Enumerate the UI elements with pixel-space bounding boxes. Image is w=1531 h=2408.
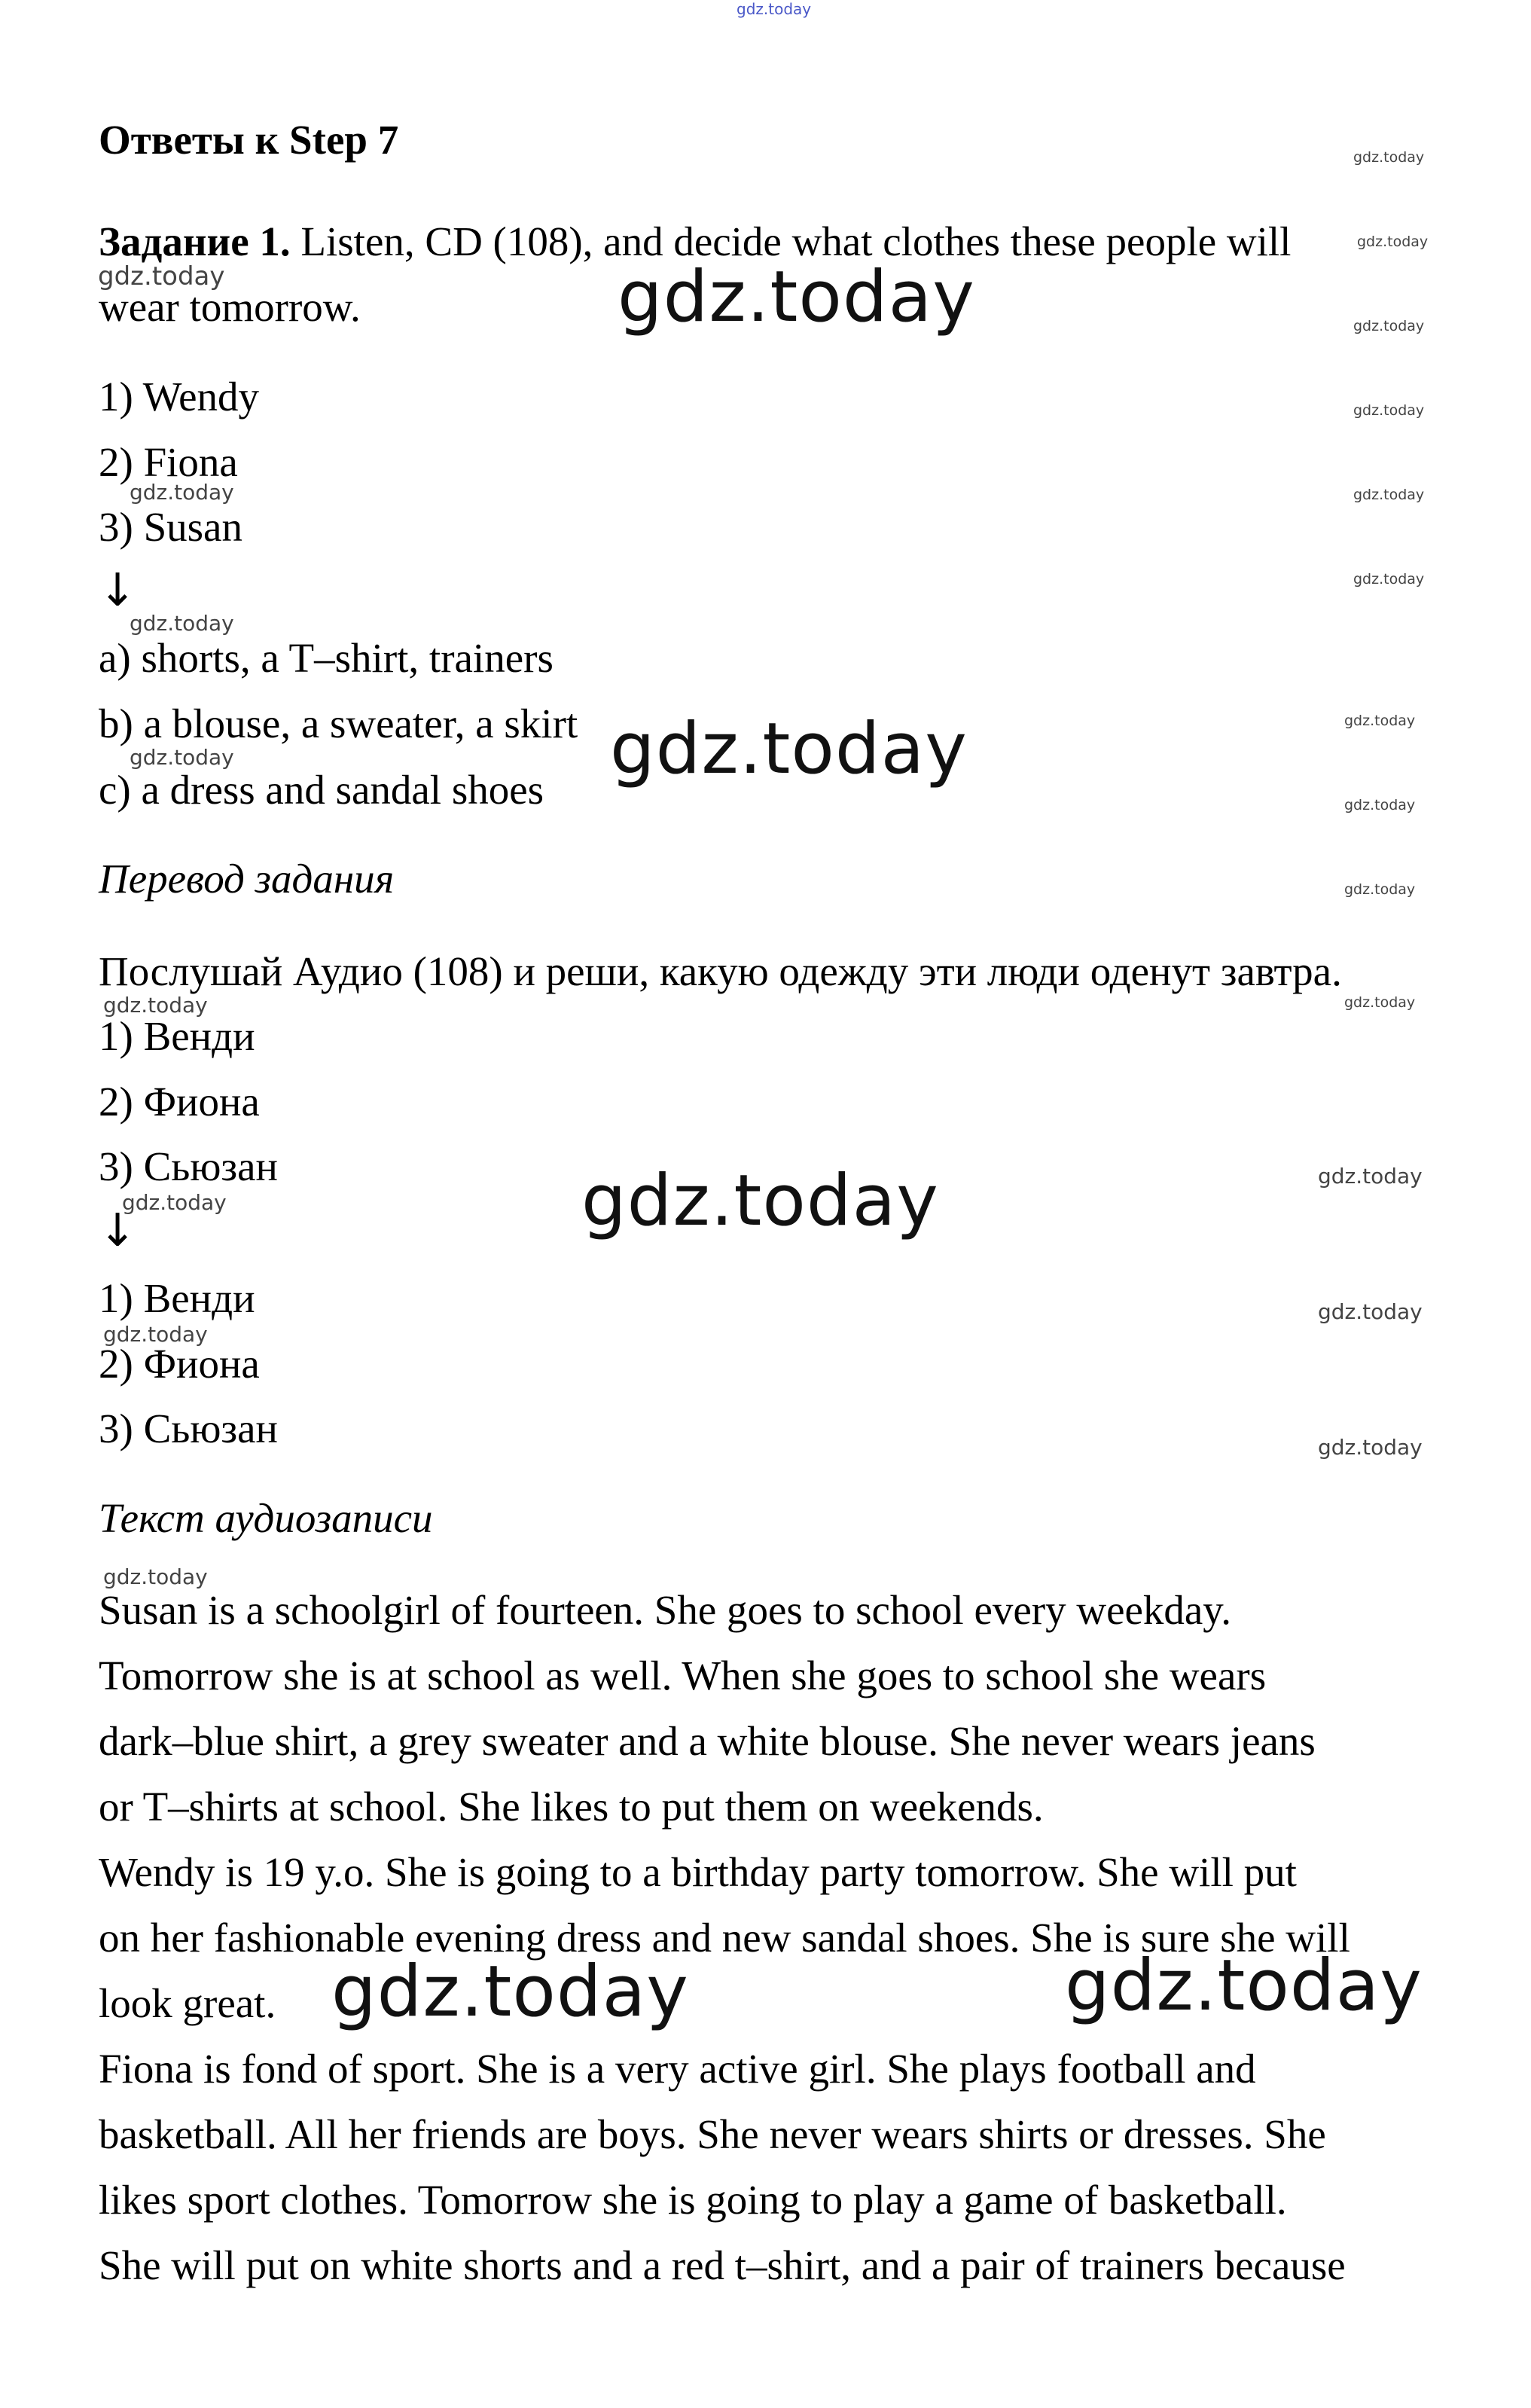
watermark-large: gdz.today [610, 708, 968, 790]
watermark-margin: gdz.today [1344, 994, 1416, 1011]
audio-line: Susan is a schoolgirl of fourteen. She goes to school every weekday. [99, 1587, 1231, 1633]
translation-person-repeat: 3) Сьюзан [99, 1405, 278, 1451]
watermark-small: gdz.today [98, 261, 225, 291]
watermark-small: gdz.today [122, 1190, 227, 1215]
task-person: 2) Fiona [99, 439, 238, 485]
watermark-margin: gdz.today [1344, 713, 1416, 729]
watermark-large: gdz.today [581, 1160, 939, 1242]
watermark-small: gdz.today [130, 745, 234, 770]
task-1-line-2: wear tomorrow. [99, 284, 361, 330]
watermark-margin: gdz.today [1353, 571, 1425, 588]
translation-person-repeat: 2) Фиона [99, 1341, 260, 1387]
task-option: c) a dress and sandal shoes [99, 767, 544, 813]
down-arrow-icon: ↓ [99, 564, 137, 617]
task-person: 3) Susan [99, 504, 242, 550]
audio-line: look great. [99, 1980, 276, 2026]
watermark-margin: gdz.today [1318, 1435, 1423, 1460]
audio-line: Fiona is fond of sport. She is a very active girl. She plays football and [99, 2046, 1256, 2092]
translation-person: 2) Фиона [99, 1079, 260, 1125]
watermark-small: gdz.today [130, 480, 234, 505]
task-option: b) a blouse, a sweater, a skirt [99, 700, 578, 746]
translation-person: 1) Венди [99, 1013, 255, 1059]
task-1-label: Задание 1. [99, 218, 291, 264]
translation-person-repeat: 1) Венди [99, 1275, 255, 1321]
translation-person: 3) Сьюзан [99, 1143, 278, 1189]
watermark-margin: gdz.today [1318, 1164, 1423, 1189]
audio-heading: Текст аудиозаписи [99, 1495, 433, 1541]
page-title: Ответы к Step 7 [99, 117, 399, 163]
watermark-margin: gdz.today [1344, 881, 1416, 898]
audio-line: She will put on white shorts and a red t–shirt, and a pair of trainers because [99, 2242, 1346, 2288]
watermark-margin: gdz.today [1353, 149, 1425, 166]
audio-line: Wendy is 19 y.o. She is going to a birthday party tomorrow. She will put [99, 1849, 1297, 1895]
watermark-small: gdz.today [103, 1564, 208, 1589]
watermark-margin: gdz.today [1353, 487, 1425, 503]
task-option: a) shorts, a T–shirt, trainers [99, 635, 554, 681]
audio-line: likes sport clothes. Tomorrow she is going to play a game of basketball. [99, 2177, 1287, 2223]
watermark-small: gdz.today [103, 1322, 208, 1347]
translation-text: Послушай Аудио (108) и реши, какую одежду эти люди оденут завтра. [99, 948, 1342, 994]
task-person: 1) Wendy [99, 374, 259, 420]
watermark-large: gdz.today [618, 256, 975, 338]
audio-line: dark–blue shirt, a grey sweater and a white blouse. She never wears jeans [99, 1718, 1316, 1764]
watermark-margin: gdz.today [1318, 1299, 1423, 1324]
watermark-small: gdz.today [103, 993, 208, 1018]
watermark-margin: gdz.today [1353, 402, 1425, 419]
task-1-text-1: Listen, CD (108), and decide what clothes these people will [290, 218, 1292, 264]
audio-line: Tomorrow she is at school as well. When she goes to school she wears [99, 1653, 1267, 1698]
down-arrow-icon: ↓ [99, 1204, 137, 1257]
watermark-large: gdz.today [1065, 1945, 1423, 2027]
watermark-margin: gdz.today [1353, 318, 1425, 334]
watermark-top: gdz.today [737, 0, 812, 18]
audio-line: basketball. All her friends are boys. She never wears shirts or dresses. She [99, 2111, 1326, 2157]
watermark-margin: gdz.today [1344, 797, 1416, 813]
watermark-margin: gdz.today [1357, 233, 1429, 250]
watermark-small: gdz.today [130, 611, 234, 636]
audio-line: or T–shirts at school. She likes to put them on weekends. [99, 1784, 1044, 1830]
watermark-large: gdz.today [331, 1951, 689, 2033]
translation-heading: Перевод задания [99, 856, 395, 902]
audio-line: on her fashionable evening dress and new sandal shoes. She is sure she will [99, 1915, 1350, 1961]
